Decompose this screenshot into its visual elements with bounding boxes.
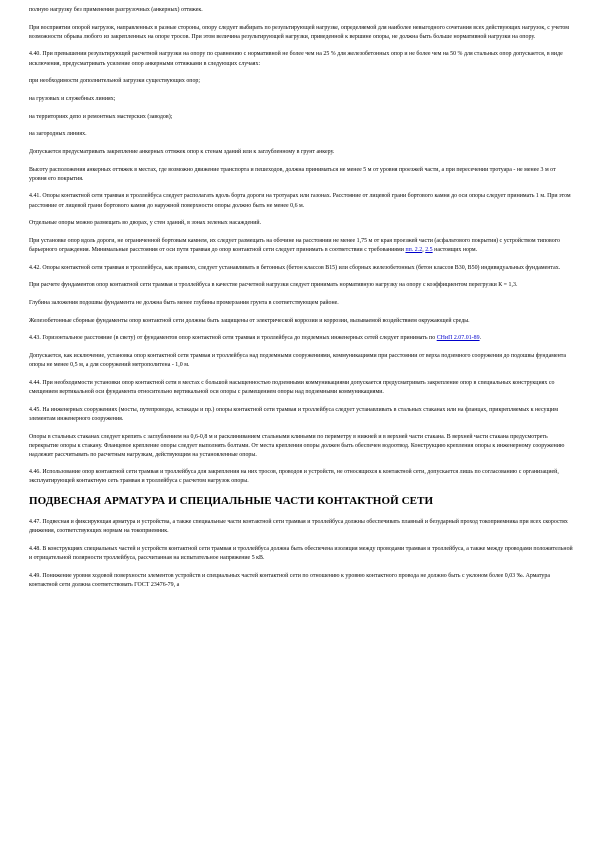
paragraph: Опоры в стальных стаканах следует крепить с заглублением на 0,6-0,8 м и расклиниванием стальными клиньями по периметру в нижней и в верхней части стакана. В верхней части стакана предусмотреть перекрытие опоры к стакану. Фланцевое крепление опоры следует выполнять болтами. От места крепления опоры должен быть обеспечен водоотвод. Конструкцию крепления опоры к инженерному сооружению надлежит рассчитывать по расчетным нагрузкам, действующим на установленные опоры. (29, 433, 565, 458)
paragraph: 4.46. Использование опор контактной сети трамвая и троллейбуса для закрепления на них тросов, проводов и устройств, не относящихся к контактной сети, допускается лишь по согласованию с организацией, эксплуатирующей контактную сеть трамвая и троллейбуса с расчетом нагрузок опоры. (29, 469, 559, 485)
paragraph: 4.45. На инженерных сооружениях (мосты, путепроводы, эстакады и пр.) опоры контактной сети трамвая и троллейбуса следует устанавливать в стальных стаканах или на фланцах, прикрепляемых к несущим элементам инженерного сооружения. (29, 406, 558, 422)
paragraph-text: При установке опор вдоль дороги, не ограниченной бортовым камнем, их следует размещать на обочине на расстоянии не менее 1,75 м от края проезжей части (асфальтового покрытия) с устройством типового барьерного ограждения. Минимальные расстояния от оси пути трамвая до опор контактной сети следует принимать в соответствии с требованиями (29, 237, 561, 254)
paragraph (29, 237, 574, 255)
paragraph: на территориях депо и ремонтных мастерских (заводов); (29, 113, 173, 120)
paragraph: 4.48. В конструкциях специальных частей и устройств контактной сети трамвая и троллейбуса должна быть обеспечена изоляция между проводами трамвая и троллейбуса, а также между проводами положительной и отрицательной полярности троллейбуса, рассчитанная на испытательное напряжение 5 кВ. (29, 545, 573, 562)
paragraph: Высоту расположения анкерных оттяжек в местах, где возможно движение транспорта и пешеходов, должна приниматься не менее 5 м от уровня проезжей части, а при пересечении тротуара - не менее 3 м от уровня его покрытия. (29, 166, 556, 182)
document-body (29, 6, 574, 487)
document-page (29, 6, 574, 599)
paragraph: Допускается, как исключение, установка опор контактной сети трамвая и троллейбуса над подземными сооружениями, коммуникациями при расстоянии от верха подземного сооружения до подошвы фундамента опоры не менее 0,5 м, а для сооружений метрополитена - 1,0 м. (29, 353, 567, 369)
reference-link[interactable]: пп. 2.2 (405, 247, 423, 254)
section-heading: ПОДВЕСНАЯ АРМАТУРА И СПЕЦИАЛЬНЫЕ ЧАСТИ КОНТАКТНОЙ СЕТИ (29, 495, 434, 508)
paragraph: 4.42. Опоры контактной сети трамвая и троллейбуса, как правило, следует устанавливать в бетонных (бетон классов В15) или сборных железобетонных (бетон классов В30, В50) индивидуальных фундаментах. (29, 264, 561, 271)
paragraph: полную нагрузку без применения разгрузочных (анкерных) оттяжек. (29, 7, 203, 13)
paragraph: на загородных линиях. (29, 131, 87, 138)
paragraph: Допускается предусматривать закрепление анкерных оттяжек опор к стенам зданий или к заглубленному в грунт анкеру. (29, 149, 335, 155)
reference-link[interactable]: СНиП 2.07.01-89 (436, 335, 480, 342)
paragraph: При восприятии опорой нагрузок, направленных в разные стороны, опору следует выбирать по результирующей нагрузке, определяемой для наиболее невыгодного сочетания всех действующих нагрузок, с учетом возможности обрыва любого из закрепленных на опоре тросов. При этом величина результирующей нагрузки, приведенной к вершине опоры, не должна быть больше нормативной нагрузки на опору. (29, 24, 570, 40)
paragraph: при необходимости дополнительной загрузки существующих опор; (29, 78, 201, 85)
paragraph: 4.40. При превышении результирующей расчетной нагрузки на опору по сравнению с нормативной не более чем на 25 % для железобетонных опор и не более чем на 50 % для стальных опор допускается, в виде исключения, предусматривать усиление опор анкерными оттяжками в следующих случаях: (29, 51, 563, 67)
paragraph: 4.47. Подвесная и фиксирующая арматура и устройства, а также специальные части контактной сети трамвая и троллейбуса должны обеспечивать плавный и безударный проход токоприемника при всех скоростях движения, соответствующих нормам на токоприемник. (29, 519, 568, 535)
paragraph: 4.49. Понижение уровня ходовой поверхности элементов устройств и специальных частей контактной сети по отношению к уровню контактного провода не должно быть с уклоном более 0,03 ‰. Арматура контактной сети должна соответствовать ГОСТ 23476-79, а (29, 572, 550, 588)
paragraph-text: 4.43. Горизонтальное расстояние (в свету) от фундаментов опор контактной сети трамвая и троллейбуса до подземных инженерных сетей следует принимать по (29, 335, 437, 342)
paragraph: 4.41. Опоры контактной сети трамвая и троллейбуса следует располагать вдоль борта дороги на тротуарах или газонах. Расстояние от лицевой грани бортового камня до оси опоры следует принимать 1 м. При этом расстояние от лицевой грани бортового камня до наружной поверхности опоры должно быть не менее 0,6 м. (29, 193, 571, 209)
paragraph-text: настоящих норм. (432, 247, 478, 254)
document-body-continued (29, 518, 574, 590)
reference-link[interactable]: 2.5 (425, 247, 433, 254)
paragraph: Железобетонные сборные фундаменты опор контактной сети должны быть защищены от электрической коррозии и коррозии, вызываемой воздействием окружающей среды. (29, 317, 470, 324)
paragraph: Отдельные опоры можно размещать во дворах, у стен зданий, в зонах зеленых насаждений. (29, 220, 262, 227)
paragraph: 4.44. При необходимости установки опор контактной сети в местах с большой насыщенностью подземными коммуникациями допускается предусматривать закрепление опор в специальных конструкциях со смещением вертикальной оси фундамента относительно вертикальной оси опоры с размещением опоры над подземными коммуникациями. (29, 379, 555, 396)
link-separator: , (422, 247, 426, 254)
paragraph: При расчете фундаментов опор контактной сети трамвая и троллейбуса в качестве расчетной нагрузки следует принимать нормативную нагрузку на опору с коэффициентом перегрузки К = 1,3. (29, 282, 518, 289)
paragraph: на грузовых и служебных линиях; (29, 95, 116, 102)
paragraph (29, 334, 574, 343)
paragraph: Глубина заложения подошвы фундамента не должна быть менее глубины промерзания грунта в соответствующем районе. (29, 300, 339, 307)
paragraph-text: . (479, 335, 482, 342)
